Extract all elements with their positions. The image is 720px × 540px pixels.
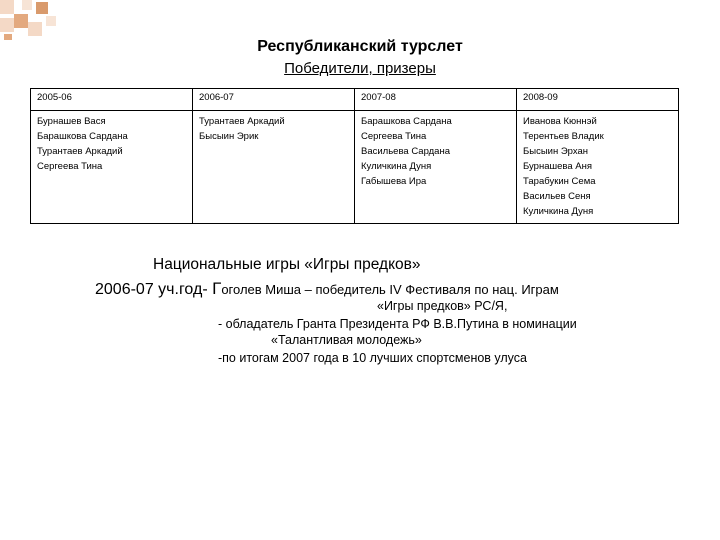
decorative-squares <box>0 0 720 40</box>
drop-initial: Г <box>212 279 222 298</box>
list-item: Барашкова Сардана <box>37 131 128 142</box>
table-header-row <box>31 89 679 111</box>
list-item: Васильев Сеня <box>523 191 591 202</box>
list-item: Иванова Кюннэй <box>523 116 597 127</box>
list-item: Сергеева Тина <box>361 131 427 142</box>
column-2008-09 <box>517 111 679 224</box>
section-line-1 <box>95 279 559 299</box>
header-cell-2007-08: 2007-08 <box>355 89 517 111</box>
school-year: 2006-07 уч.год- <box>95 281 208 298</box>
list-item: Бурнашев Вася <box>37 116 106 127</box>
list-item: Барашкова Сардана <box>361 116 452 127</box>
column-2007-08 <box>355 111 517 224</box>
page-subtitle: Победители, призеры <box>284 60 436 77</box>
list-item: Тарабукин Сема <box>523 176 596 187</box>
list-item: Габышева Ира <box>361 176 427 187</box>
table-row <box>31 111 679 224</box>
list-item: Бысыин Эрик <box>199 131 259 142</box>
list-item: Куличкина Дуня <box>361 161 432 172</box>
list-item: Турантаев Аркадий <box>199 116 285 127</box>
award-text: оголев Миша – победитель IV Фестиваля по нац. Играм <box>221 282 559 297</box>
header-cell-2006-07: 2006-07 <box>193 89 355 111</box>
list-item: Турантаев Аркадий <box>37 146 123 157</box>
section-heading: Национальные игры «Игры предков» <box>153 256 421 273</box>
column-2006-07 <box>193 111 355 224</box>
list-item: Бурнашева Аня <box>523 161 592 172</box>
section-line-4: «Талантливая молодежь» <box>271 333 422 347</box>
header-cell-2005-06: 2005-06 <box>31 89 193 111</box>
list-item: Сергеева Тина <box>37 161 103 172</box>
header-cell-2008-09: 2008-09 <box>517 89 679 111</box>
list-item: Бысыин Эрхан <box>523 146 589 157</box>
list-item: Терентьев Владик <box>523 131 604 142</box>
winners-table <box>30 88 679 224</box>
section-line-2: «Игры предков» РС/Я, <box>377 299 508 313</box>
list-item: Куличкина Дуня <box>523 206 594 217</box>
page-title: Республиканский турслет <box>257 38 463 55</box>
column-2005-06 <box>31 111 193 224</box>
section-line-5: -по итогам 2007 года в 10 лучших спортсменов улуса <box>218 351 527 365</box>
section-line-3: - обладатель Гранта Президента РФ В.В.Путина в номинации <box>218 317 577 331</box>
list-item: Васильева Сардана <box>361 146 450 157</box>
